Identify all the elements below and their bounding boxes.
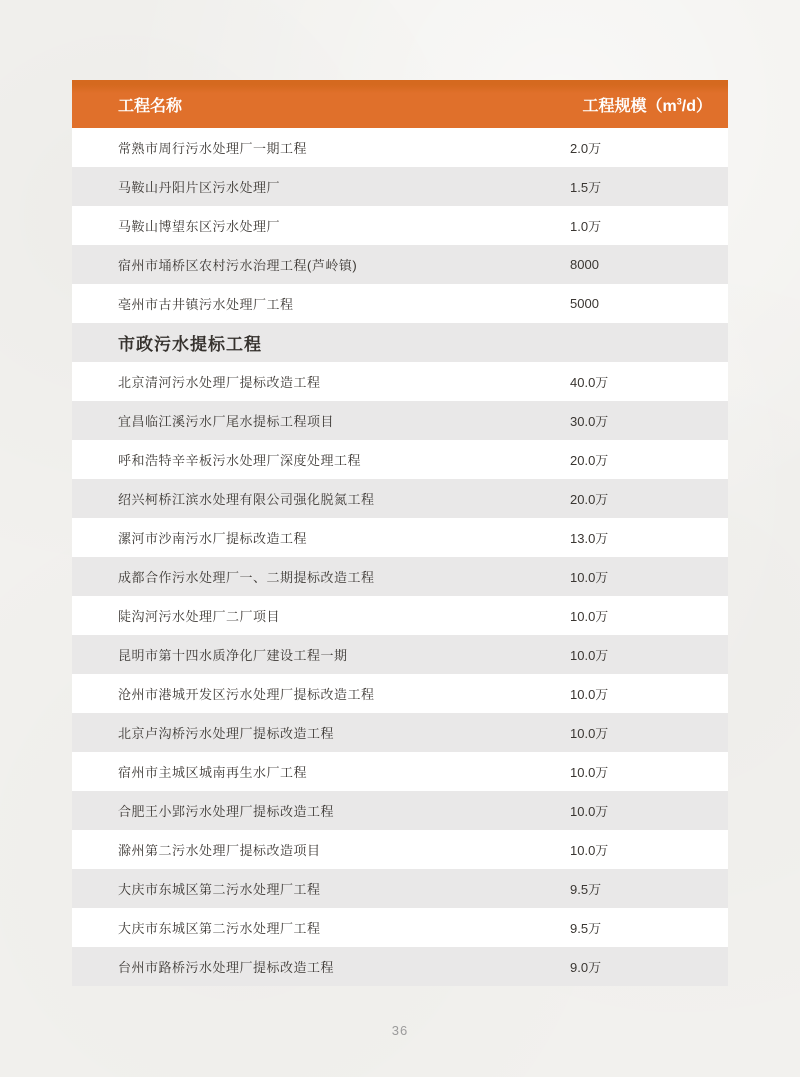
table-row (72, 479, 728, 518)
table-row (72, 908, 728, 947)
project-name-cell: 绍兴柯桥江滨水处理有限公司强化脱氮工程 (118, 492, 375, 507)
table-row (72, 245, 728, 284)
project-scale-cell: 5000 (570, 296, 599, 311)
scale-header-superscript: 3 (676, 96, 682, 107)
table-row (72, 674, 728, 713)
project-name-cell: 漯河市沙南污水厂提标改造工程 (118, 531, 308, 546)
table-header-row (72, 80, 728, 128)
project-name-cell: 马鞍山博望东区污水处理厂 (118, 219, 281, 234)
table-row (72, 635, 728, 674)
page-number: 36 (391, 1023, 409, 1038)
project-scale-cell: 9.5万 (570, 921, 602, 936)
project-name-cell: 成都合作污水处理厂一、二期提标改造工程 (118, 570, 375, 585)
table-row (72, 401, 728, 440)
project-name-cell: 亳州市古井镇污水处理厂工程 (118, 297, 294, 312)
table-row (72, 557, 728, 596)
project-scale-cell: 10.0万 (570, 609, 609, 624)
project-name-cell: 常熟市周行污水处理厂一期工程 (118, 141, 308, 156)
project-scale-cell: 1.5万 (570, 180, 602, 195)
project-scale-cell: 40.0万 (570, 375, 609, 390)
scale-header-prefix: 工程规模（m (582, 97, 677, 115)
project-scale-cell: 9.0万 (570, 960, 602, 975)
project-name-cell: 合肥王小郢污水处理厂提标改造工程 (118, 804, 335, 819)
project-name-cell: 陡沟河污水处理厂二厂项目 (118, 609, 281, 624)
project-scale-cell: 1.0万 (570, 219, 602, 234)
section-title: 市政污水提标工程 (118, 335, 262, 354)
project-scale-cell: 10.0万 (570, 687, 609, 702)
table-body (72, 128, 728, 986)
project-name-cell: 大庆市东城区第二污水处理厂工程 (118, 921, 321, 936)
project-scale-cell: 13.0万 (570, 531, 609, 546)
project-scale-cell: 10.0万 (570, 648, 609, 663)
table-row (72, 440, 728, 479)
project-scale-cell: 20.0万 (570, 492, 609, 507)
project-name-cell: 北京清河污水处理厂提标改造工程 (118, 375, 321, 390)
project-scale-cell: 10.0万 (570, 843, 609, 858)
table-row (72, 596, 728, 635)
scale-header-suffix: /d） (681, 97, 712, 115)
project-name-cell: 大庆市东城区第二污水处理厂工程 (118, 882, 321, 897)
table-row (72, 752, 728, 791)
project-scale-cell: 10.0万 (570, 570, 609, 585)
table-row (72, 518, 728, 557)
project-name-cell: 马鞍山丹阳片区污水处理厂 (118, 180, 281, 195)
table-row (72, 362, 728, 401)
project-name-cell: 宿州市主城区城南再生水厂工程 (118, 765, 308, 780)
project-name-cell: 滁州第二污水处理厂提标改造项目 (118, 843, 321, 858)
project-scale-cell: 10.0万 (570, 726, 609, 741)
project-name-cell: 呼和浩特辛辛板污水处理厂深度处理工程 (118, 453, 362, 468)
table-row (72, 830, 728, 869)
column-header-project-name: 工程名称 (118, 97, 183, 115)
table-row (72, 167, 728, 206)
project-scale-cell: 2.0万 (570, 141, 602, 156)
project-scale-cell: 10.0万 (570, 804, 609, 819)
table-row (72, 869, 728, 908)
table-row (72, 713, 728, 752)
project-scale-cell: 8000 (570, 257, 599, 272)
table-row (72, 284, 728, 323)
project-name-cell: 北京卢沟桥污水处理厂提标改造工程 (118, 726, 335, 741)
section-header-row (72, 323, 728, 362)
projects-table (72, 80, 728, 986)
column-header-project-scale (583, 93, 728, 116)
table-row (72, 947, 728, 986)
project-name-cell: 宜昌临江溪污水厂尾水提标工程项目 (118, 414, 335, 429)
project-name-cell: 沧州市港城开发区污水处理厂提标改造工程 (118, 687, 375, 702)
project-scale-cell: 10.0万 (570, 765, 609, 780)
table-row (72, 128, 728, 167)
project-name-cell: 昆明市第十四水质净化厂建设工程一期 (118, 648, 348, 663)
table-row (72, 791, 728, 830)
table-row (72, 206, 728, 245)
project-name-cell: 宿州市埇桥区农村污水治理工程(芦岭镇) (118, 258, 358, 273)
project-name-cell: 台州市路桥污水处理厂提标改造工程 (118, 960, 335, 975)
project-scale-cell: 9.5万 (570, 882, 602, 897)
project-scale-cell: 30.0万 (570, 414, 609, 429)
project-scale-cell: 20.0万 (570, 453, 609, 468)
